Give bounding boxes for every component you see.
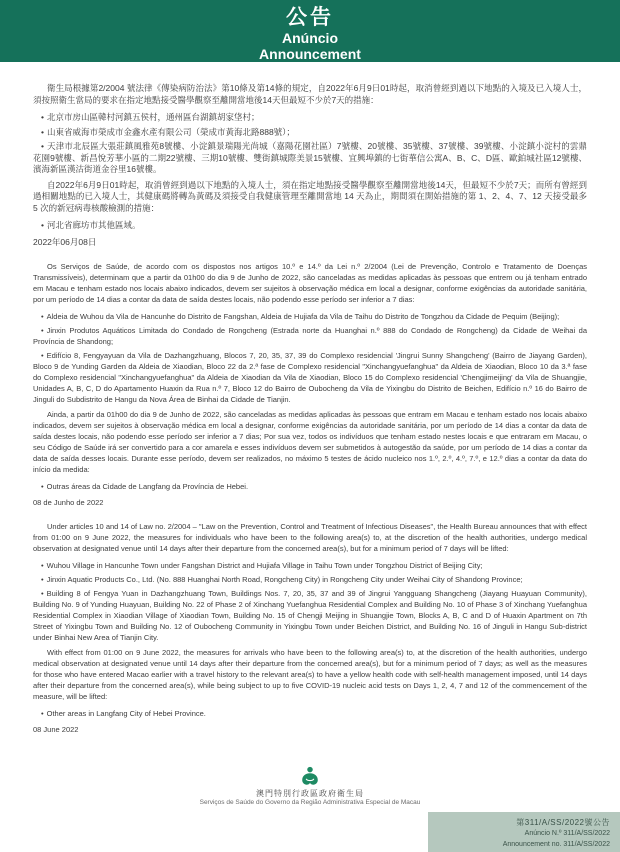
page-title-zh: 公告 — [286, 6, 334, 29]
pt-bullet-hebei-text: Outras áreas da Cidade de Langfang da Província de Hebei. — [46, 482, 249, 491]
portuguese-section — [33, 261, 587, 508]
zh-bullet-shandong — [33, 127, 587, 139]
bullet-icon: • — [41, 482, 44, 491]
en-bullet-tianjin — [33, 588, 587, 643]
bullet-icon: • — [41, 126, 44, 137]
zh-bullet-shandong-text: 山東省威海市榮成市金鑫水產有限公司（榮成市黃海北路888號）； — [46, 126, 295, 137]
pt-bullet-beijing — [33, 311, 587, 322]
reference-number-zh: 第311/A/SS/2022號公告 — [516, 818, 610, 827]
zh-bullet-hebei — [33, 220, 587, 232]
health-bureau-logo-icon — [299, 765, 321, 787]
bullet-icon: • — [41, 561, 44, 570]
bullet-icon: • — [41, 351, 44, 360]
en-bullet-beijing — [33, 560, 587, 571]
page-title-en: Announcement — [259, 46, 361, 62]
pt-paragraph-1: Os Serviços de Saúde, de acordo com os dispostos nos artigos 10.º e 14.º da Lei n.º 2/2004 (Lei de Prevenção, Controlo e Tratamento de Doenças Transmissíveis), determinam que a partir da 01h00 do dia 9 de Junho de 2022, são canceladas as medidas aplicadas às pessoas que entrem ou já tenham entrado em Macau e tenham estado nos locais abaixo indicados, devem ser sujeitos à observação médica em local a designar, conforme exigências da autoridade sanitária, por um período de 14 dias a contar da data de saída destes locais, não podendo esse período ser inferior a 7 dias: — [33, 262, 587, 304]
en-bullet-hebei — [33, 708, 587, 719]
zh-bullet-beijing-text: 北京市房山區韓村河鎮五侯村，通州區台湖鎮胡家垡村； — [46, 112, 260, 122]
reference-number-pt: Anúncio N.º 311/A/SS/2022 — [524, 830, 610, 837]
en-bullet-beijing-text: Wuhou Village in Hancunhe Town under Fangshan District and Hujiafa Village in Taihu Town under Tongzhou District of Beijing City; — [46, 561, 483, 570]
announcement-header — [0, 0, 620, 62]
pt-bullet-tianjin-text: Edifício 8, Fengyayuan da Vila de Dazhangzhuang, Blocos 7, 20, 35, 37, 39 do Complexo residencial 'Jingrui Sunny Shangcheng' (Bairro de Jiayang Garden), Bloco 9 de Yunding Garden da Aldeia de Xiaodian, Bloco 22 da 2.ª fase de Complexo residencial "Xinchangyuefanghua" da Aldeia de Xiaodian, Bloco 10 da 3.ª fase do Complexo residencial "Xinchangyuefanghua" da Aldeia de Xiaodian da Vila de Xiaodian, Bloco 15 do Complexo residencial 'Chengjimeijing' da Vila de Shuangjie, Unidades A, B, C, D do Apartamento Huaxin da Rua n.º 7, Bloco 12 do Bairro de Oubocheng da Vila de Yixingbu do Distrito de Beichen, Edifício n.º 16 do Bairro de Jinguli do Subdistrito de Hangu da Nova Área de Binhai da Cidade de Tianjin. — [33, 351, 587, 404]
pt-paragraph-2: Ainda, a partir da 01h00 do dia 9 de Junho de 2022, são canceladas as medidas aplicadas às pessoas que entram em Macau e tenham estado nos locais abaixo indicados, devem ser sujeitos à observação médica em local a designar, conforme exigências da autoridade sanitária, por um período de 14 dias a contar da data de saída destes locais, não podendo esse período ser inferior a 7 dias; Por sua vez, todos os indivíduos que tenham estado nestes locais e que entraram em Macau, o seu Código de Saúde irá ser convertido para a cor amarela e esses indivíduos devem ser submetidos à autogestão da saúde, por um período de 14 dias a contar da data de saída desses locais. Durante esse período, devem ser realizados, no máximo 5 testes de ácido nucleico nos 1.º, 2.º, 4.º, 7.º, e 12.º dias a contar da data do início da medida: — [33, 410, 587, 474]
en-bullet-hebei-text: Other areas in Langfang City of Hebei Province. — [46, 709, 206, 718]
footer-org-name-pt: Serviços de Saúde do Governo da Região Administrativa Especial de Macau — [199, 798, 421, 806]
zh-paragraph-2: 自2022年6月9日01時起，取消曾經到過以下地點的入境人士，須在指定地點接受醫學觀察至離開當地後14天，但最短不少於7天；而所有曾經到過相關地點的已入境人士，其健康碼將轉為黃碼及須接受自我健康管理至離開當地 14 天為止，期間須在開始措施的第 1、2、4、7、12 天接受最多 5 次的新冠病毒核酸檢測的措施： — [33, 179, 587, 213]
pt-bullet-shandong — [33, 325, 587, 347]
en-paragraph-1: Under articles 10 and 14 of Law no. 2/2004 – "Law on the Prevention, Control and Treatment of Infectious Diseases", the Health Bureau announces that with effect from 01:00 on 9 June 2022, the measures for individuals who have been to the following area(s) to, at the discretion of the health authorities, undergo medical observation at designated venue until 14 days after their departure from the concerned area(s), but for a minimum period of 7 days will be lifted: — [33, 522, 587, 553]
bullet-icon: • — [41, 112, 44, 122]
pt-bullet-shandong-text: Jinxin Produtos Aquáticos Limitada do Condado de Rongcheng (Estrada norte da Huanghai n.º 888 do Condado de Rongcheng) da Cidade de Weihai da Província de Shandong; — [33, 326, 587, 346]
page-title-pt: Anúncio — [282, 30, 338, 46]
bullet-icon: • — [41, 326, 44, 335]
pt-bullet-beijing-text: Aldeia de Wuhou da Vila de Hancunhe do Distrito de Fangshan, Aldeia de Hujiafa da Vila de Taihu do Distrito de Tongzhou da Cidade de Pequim (Beijing); — [46, 312, 560, 321]
en-bullet-tianjin-text: Building 8 of Fengya Yuan in Dazhangzhuang Town, Buildings Nos. 7, 20, 35, 37 and 39 of Jingrui Yangguang Shangcheng (Jiayang Huayuan Community), Building No. 9 of Yunding Huayuan, Building No. 22 of Phase 2 of Xinchang Yuefanghua Residential Complex and Building No. 10 of Phase 3 of Xinchang Yuefanghua Residential Complex in Xiaodian Village of Xiaodian Town, Building No. 15 of Chengji Meijing in Shuangjie Town, Blocks A, B, C and D of Huaxin Apartment on 7th Street of Yixingbu Town and Building No. 12 of Oubocheng Community in Yixingbu Town under Beichen District, and Building No. 16 of Jinguli in Hangu Sub-district under Binhai New Area of Tianjin City. — [33, 589, 587, 642]
en-date: 08 June 2022 — [33, 725, 79, 734]
bullet-icon: • — [41, 220, 44, 230]
footer-org-name-zh: 澳門特別行政區政府衛生局 — [256, 788, 364, 798]
en-paragraph-2: With effect from 01:00 on 9 June 2022, the measures for arrivals who have been to the following area(s) to, at the discretion of the health authorities, undergo medical observation at designated venue until 14 days after their departure from the concerned area(s), but for a minimum period of 7 days; as well as the measures for those who have entered Macao earlier with a travel history to the relevant area(s) to have a yellow health code with self-health management imposed, until 14 days after their departure from the concerned area(s), while being subject to up to five COVID-19 nucleic acid tests on Days 1, 2, 4, 7 and 12 of the commencement of the measure, will be lifted: — [33, 648, 587, 701]
chinese-section — [33, 83, 587, 248]
pt-date: 08 de Junho de 2022 — [33, 498, 104, 507]
zh-paragraph-1: 衛生局根據第2/2004 號法律《傳染病防治法》第10條及第14條的規定，自2022年6月9日01時起，取消曾經到過以下地點的入境及已入境人士，須按照衛生當局的要求在指定地點接受醫學觀察至離開當地後14天但最短不少於7天的措施： — [33, 83, 587, 105]
reference-number-box — [428, 812, 620, 852]
bullet-icon: • — [41, 141, 44, 151]
bullet-icon: • — [41, 312, 44, 321]
en-bullet-shandong-text: Jinxin Aquatic Products Co., Ltd. (No. 888 Huanghai North Road, Rongcheng City) in Rongcheng City under Weihai City of Shandong Province; — [46, 575, 523, 584]
announcement-body — [0, 62, 620, 735]
pt-bullet-hebei — [33, 481, 587, 492]
footer — [0, 765, 620, 807]
zh-bullet-tianjin — [33, 141, 587, 176]
zh-bullet-hebei-text: 河北省廊坊市其他區域。 — [46, 220, 141, 230]
bullet-icon: • — [41, 709, 44, 718]
english-section — [33, 521, 587, 735]
zh-bullet-tianjin-text: 天津市北辰區大張莊鎮風雅苑8號樓、小淀鎮景瑞陽光尚城（嘉陽花園社區）7號樓、20號樓、35號樓、37號樓、39號樓、小淀鎮小淀村的雲鼎花園9號樓、新昌悅芳華小區的二期22號樓、三期10號樓、雙街鎮城際美景15號樓、宜興埠鎮的七街華信公寓A、B、C、D區、歐鉑城社區12號樓、濱海新區漢沽街道金谷里16號樓。 — [33, 141, 587, 174]
pt-bullet-tianjin — [33, 350, 587, 405]
reference-number-en: Announcement no. 311/A/SS/2022 — [502, 841, 610, 848]
zh-bullet-beijing — [33, 112, 587, 124]
bullet-icon: • — [41, 575, 44, 584]
en-bullet-shandong — [33, 574, 587, 585]
zh-date: 2022年06月08日 — [33, 236, 97, 247]
bullet-icon: • — [41, 589, 44, 598]
